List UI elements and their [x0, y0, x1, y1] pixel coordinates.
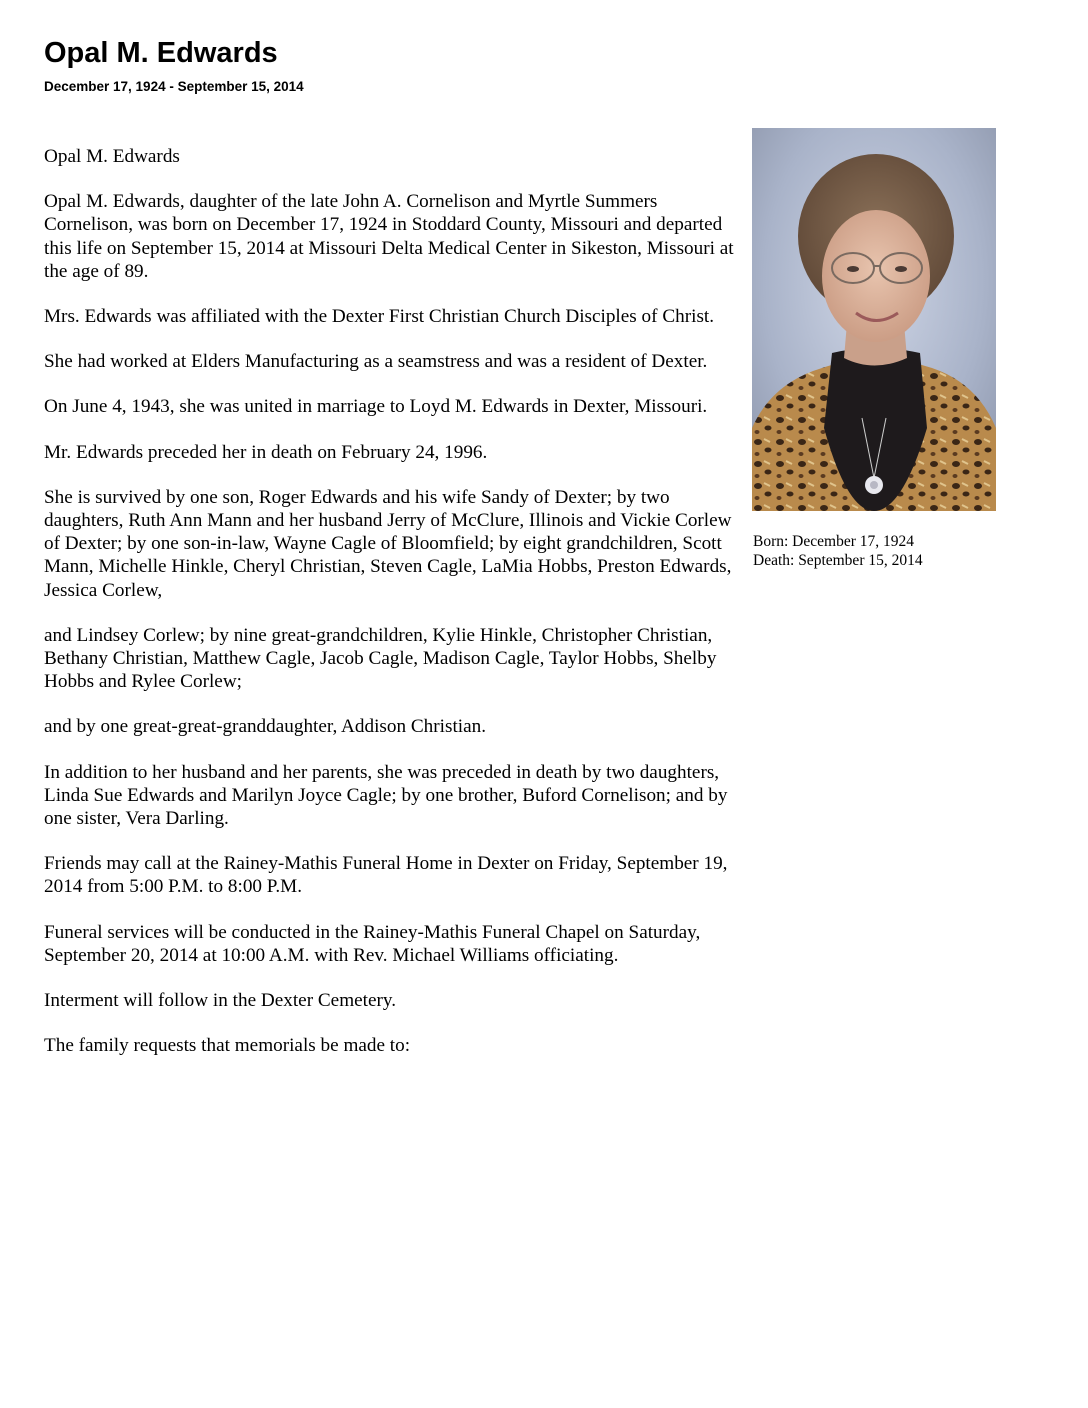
born-date: Born: December 17, 1924	[753, 533, 914, 550]
paragraph-visitation: Friends may call at the Rainey-Mathis Funeral Home in Dexter on Friday, September 19, 2014 from 5:00 P.M. to 8:00 P.M.	[44, 853, 728, 898]
paragraph-survivors: She is survived by one son, Roger Edwards and his wife Sandy of Dexter; by two daughters, Ruth Ann Mann and her husband Jerry of McClure, Illinois and Vickie Corlew of Dexter; by one son-in-law, Wayne Cagle of Bloomfield; by eight grandchildren, Scott Mann, Michelle Hinkle, Cheryl Christian, Steven Cagle, LaMia Hobbs, Preston Edwards, Jessica Corlew,	[44, 486, 732, 601]
paragraph-preceded: In addition to her husband and her parents, she was preceded in death by two daughters, Linda Sue Edwards and Marilyn Joyce Cagle; by one brother, Buford Cornelison; and by one sister, Vera Darling.	[44, 761, 728, 830]
paragraph-biography: Opal M. Edwards, daughter of the late John A. Cornelison and Myrtle Summers Cornelison, was born on December 17, 1924 in Stoddard County, Missouri and departed this life on September 15, 2014 at Missouri Delta Medical Center in Sikeston, Missouri at the age of 89.	[44, 191, 734, 282]
paragraph-name: Opal M. Edwards	[44, 146, 180, 167]
paragraph-great-great-granddaughter: and by one great-great-granddaughter, Addison Christian.	[44, 716, 487, 738]
life-dates: December 17, 1924 - September 15, 2014	[44, 79, 304, 94]
paragraph-work: She had worked at Elders Manufacturing as a seamstress and was a resident of Dexter.	[44, 351, 708, 373]
paragraph-marriage: On June 4, 1943, she was united in marriage to Loyd M. Edwards in Dexter, Missouri.	[44, 396, 708, 418]
portrait-photo	[752, 128, 996, 511]
photo-caption	[753, 532, 923, 570]
obituary-body	[44, 145, 749, 1079]
paragraph-great-grandchildren: and Lindsey Corlew; by nine great-grandchildren, Kylie Hinkle, Christopher Christian, Bethany Christian, Matthew Cagle, Jacob Cagle, Madison Cagle, Taylor Hobbs, Shelby Hobbs and Rylee Corlew;	[44, 624, 717, 693]
paragraph-church: Mrs. Edwards was affiliated with the Dexter First Christian Church Disciples of Christ.	[44, 306, 715, 328]
obituary-title: Opal M. Edwards	[44, 37, 278, 69]
death-date: Death: September 15, 2014	[753, 552, 923, 569]
paragraph-memorials: The family requests that memorials be made to:	[44, 1035, 411, 1057]
paragraph-husband-death: Mr. Edwards preceded her in death on February 24, 1996.	[44, 441, 488, 463]
paragraph-funeral: Funeral services will be conducted in the Rainey-Mathis Funeral Chapel on Saturday, September 20, 2014 at 10:00 A.M. with Rev. Michael Williams officiating.	[44, 921, 701, 966]
paragraph-interment: Interment will follow in the Dexter Cemetery.	[44, 990, 397, 1012]
